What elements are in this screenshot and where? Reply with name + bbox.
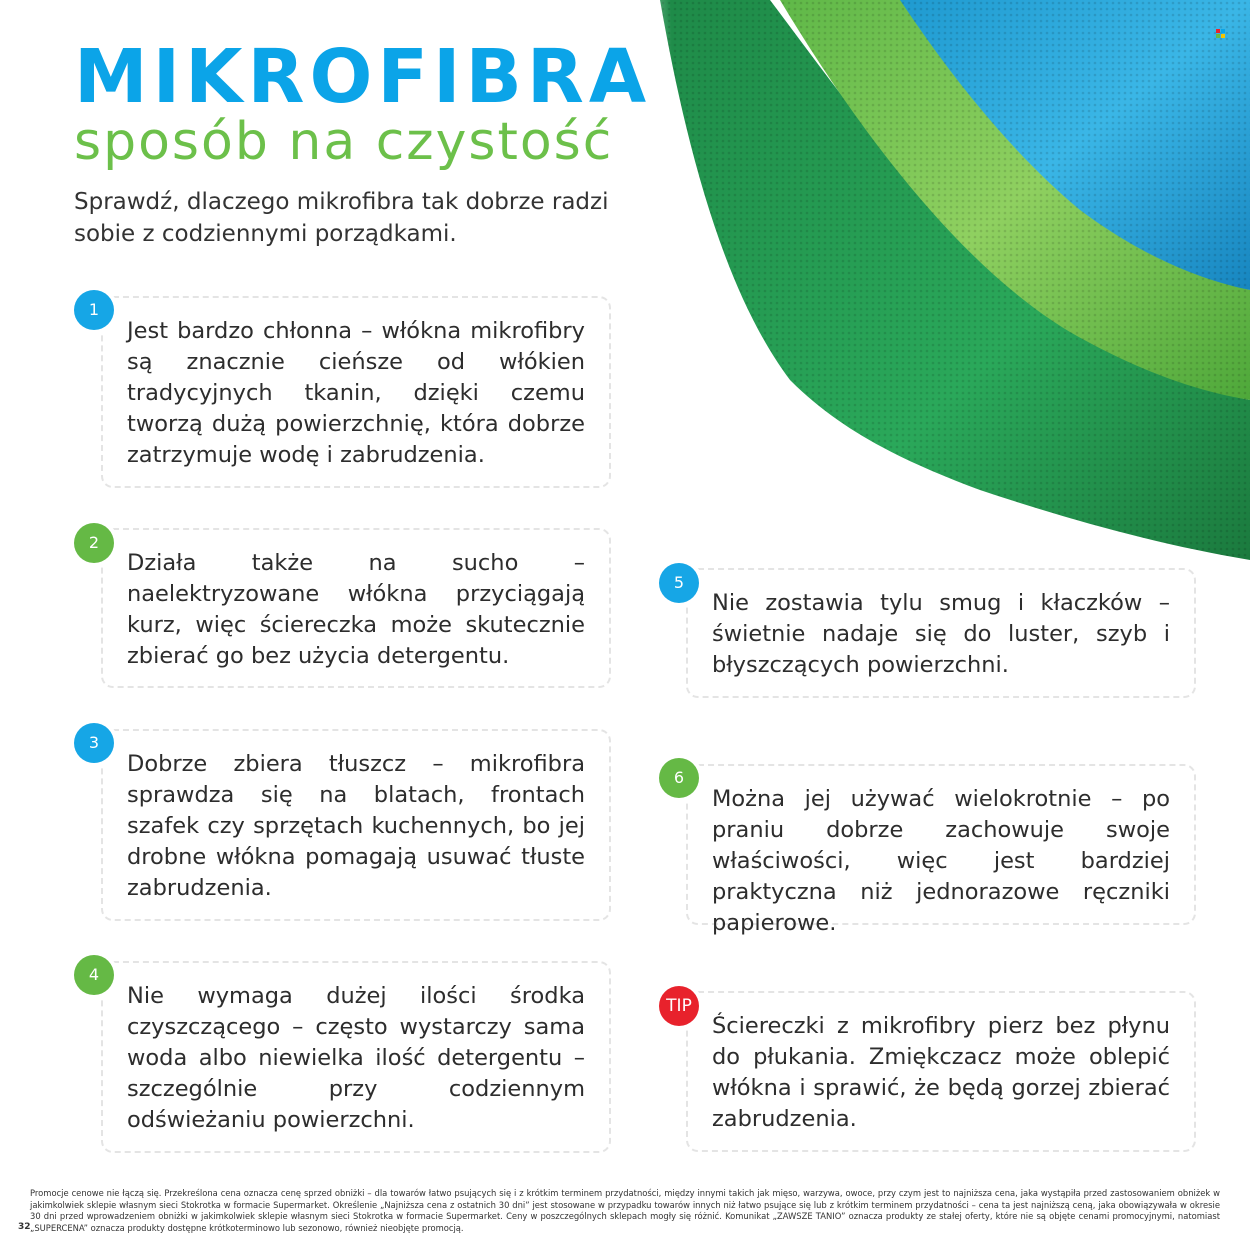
badge-tip: TIP xyxy=(659,986,699,1026)
badge-6: 6 xyxy=(659,758,699,798)
page-number: 32 xyxy=(18,1222,31,1232)
tip-card-3-text: Dobrze zbiera tłuszcz – mikrofibra sprawdza się na blatach, frontach szafek czy sprzętach kuchennych, bo jej drobne włókna pomagają usuwać tłuste zabrudzenia. xyxy=(127,751,585,901)
page-subtitle: sposób na czystość xyxy=(74,112,614,172)
badge-1: 1 xyxy=(74,290,114,330)
tip-card-tip-text: Ściereczki z mikrofibry pierz bez płynu do płukania. Zmiękczacz może oblepić włókna i sprawić, że będą gorzej zbierać zabrudzenia. xyxy=(712,1013,1170,1132)
badge-5: 5 xyxy=(659,563,699,603)
tip-card-2-text: Działa także na sucho – naelektryzowane włókna przyciągają kurz, więc ściereczka może skutecznie zbierać go bez użycia detergentu. xyxy=(127,550,585,669)
tip-card-5-text: Nie zostawia tylu smug i kłaczków – świetnie nadaje się do luster, szyb i błyszczących powierzchni. xyxy=(712,590,1170,678)
page-title: MIKROFIBRA xyxy=(74,34,652,120)
tip-card-1-text: Jest bardzo chłonna – włókna mikrofibry są znacznie cieńsze od włókien tradycyjnych tkanin, dzięki czemu tworzą dużą powierzchnię, która dobrze zatrzymuje wodę i zabrudzenia. xyxy=(127,318,585,468)
legal-disclaimer: Promocje cenowe nie łączą się. Przekreślona cena oznacza cenę sprzed obniżki – dla towarów łatwo psujących się i z krótkim terminem przydatności, między innymi takich jak mięso, warzywa, owoce, przy czym jest to najniższa cena, jaka wystąpiła przed zastosowaniem obniżek w jakimkolwiek sklepie własnym sieci Stokrotka w formacie Supermarket. Określenie „Najniższa cena z ostatnich 30 dni” jest stosowane w przypadku towarów innych niż łatwo psujące się lub z krótkim terminem przydatności – cena ta jest najniższą ceną, jaka obowiązywała w okresie 30 dni przed wprowadzeniem obniżki w jakimkolwiek sklepie własnym sieci Stokrotka w formacie Supermarket. Ceny w poszczególnych sklepach mogły się różnić. Komunikat „ZAWSZE TANIO” oznacza produkty ze stałej oferty, które nie są objęte cenami promocyjnymi, natomiast „SUPERCENA” oznacza produkty dostępne krótkoterminowo lub sezonowo, również nieobjęte promocją. xyxy=(30,1188,1220,1233)
badge-3: 3 xyxy=(74,723,114,763)
intro-text: Sprawdź, dlaczego mikrofibra tak dobrze radzi sobie z codziennymi porządkami. xyxy=(74,189,609,247)
badge-4: 4 xyxy=(74,955,114,995)
logo-mark xyxy=(1216,24,1226,34)
microfiber-cloths-photo xyxy=(600,0,1250,560)
tip-card-6-text: Można jej używać wielokrotnie – po praniu dobrze zachowuje swoje właściwości, więc jest bardziej praktyczna niż jednorazowe ręczniki papierowe. xyxy=(712,786,1170,936)
badge-2: 2 xyxy=(74,523,114,563)
tip-card-4-text: Nie wymaga dużej ilości środka czyszczącego – często wystarczy sama woda albo niewielka ilość detergentu – szczególnie przy codziennym odświeżaniu powierzchni. xyxy=(127,983,585,1133)
